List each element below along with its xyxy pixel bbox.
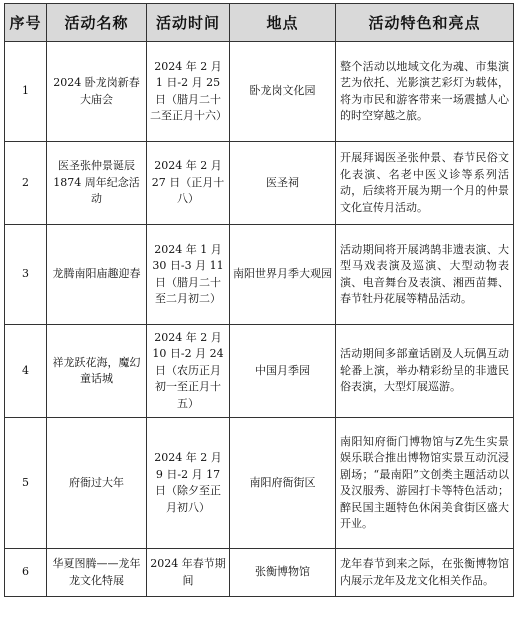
row-place: 南阳世界月季大观园 (230, 225, 336, 325)
row-feature: 整个活动以地域文化为魂、市集演艺为依托、光影演艺彩灯为载体，将为市民和游客带来一场震撼人心的时空穿越之旅。 (336, 42, 514, 142)
row-activity-name: 祥龙跃花海，魔幻童话城 (47, 325, 147, 418)
row-activity-name: 医圣张仲景诞辰 1874 周年纪念活动 (47, 142, 147, 225)
header-place: 地点 (230, 4, 336, 42)
table-row (5, 42, 514, 142)
row-feature: 龙年春节到来之际，在张衡博物馆内展示龙年及龙文化相关作品。 (336, 549, 514, 597)
row-activity-name: 华夏图腾——龙年龙文化特展 (47, 549, 147, 597)
row-activity-name: 2024 卧龙岗新春大庙会 (47, 42, 147, 142)
row-activity-name: 龙腾南阳庙趣迎春 (47, 225, 147, 325)
row-place: 南阳府衙街区 (230, 418, 336, 549)
row-no: 1 (5, 42, 47, 142)
row-no: 6 (5, 549, 47, 597)
row-activity-name: 府衙过大年 (47, 418, 147, 549)
row-activity-time: 2024 年 2 月 10 日-2 月 24 日（农历正月初一至正月十五） (147, 325, 230, 418)
table-row (5, 325, 514, 418)
row-activity-time: 2024 年 2 月 27 日（正月十八） (147, 142, 230, 225)
row-activity-time: 2024 年 1 月 30 日-3 月 11 日（腊月二十至二月初二） (147, 225, 230, 325)
row-feature: 开展拜谒医圣张仲景、春节民俗文化表演、名老中医义诊等系列活动，后续将开展为期一个月的仲景文化宣传月活动。 (336, 142, 514, 225)
row-feature: 活动期间多部童话剧及人玩偶互动轮番上演，举办精彩纷呈的非遗民俗表演，大型灯展巡游。 (336, 325, 514, 418)
row-no: 4 (5, 325, 47, 418)
header-time: 活动时间 (147, 4, 230, 42)
row-no: 2 (5, 142, 47, 225)
row-place: 卧龙岗文化园 (230, 42, 336, 142)
row-no: 3 (5, 225, 47, 325)
table-row (5, 549, 514, 597)
activities-table (4, 3, 514, 597)
row-place: 中国月季园 (230, 325, 336, 418)
header-name: 活动名称 (47, 4, 147, 42)
row-feature: 活动期间将开展鸿鹄非遗表演、大型马戏表演及巡演、大型动物表演、电音舞台及表演、湘西苗舞、春节牡丹花展等精品活动。 (336, 225, 514, 325)
row-activity-time: 2024 年 2 月 1 日-2 月 25 日（腊月二十二至正月十六） (147, 42, 230, 142)
row-place: 医圣祠 (230, 142, 336, 225)
row-activity-time: 2024 年春节期间 (147, 549, 230, 597)
header-no: 序号 (5, 4, 47, 42)
row-place: 张衡博物馆 (230, 549, 336, 597)
table-row (5, 418, 514, 549)
table-row (5, 142, 514, 225)
row-no: 5 (5, 418, 47, 549)
header-feature: 活动特色和亮点 (336, 4, 514, 42)
table-header-row (5, 4, 514, 42)
row-activity-time: 2024 年 2 月 9 日-2 月 17 日（除夕至正月初八） (147, 418, 230, 549)
table-row (5, 225, 514, 325)
row-feature: 南阳知府衙门博物馆与Z先生实景娱乐联合推出博物馆实景互动沉浸剧场；“最南阳”文创类主题活动以及汉服秀、游园打卡等特色活动；醉民国主题特色休闲美食街区盛大开业。 (336, 418, 514, 549)
